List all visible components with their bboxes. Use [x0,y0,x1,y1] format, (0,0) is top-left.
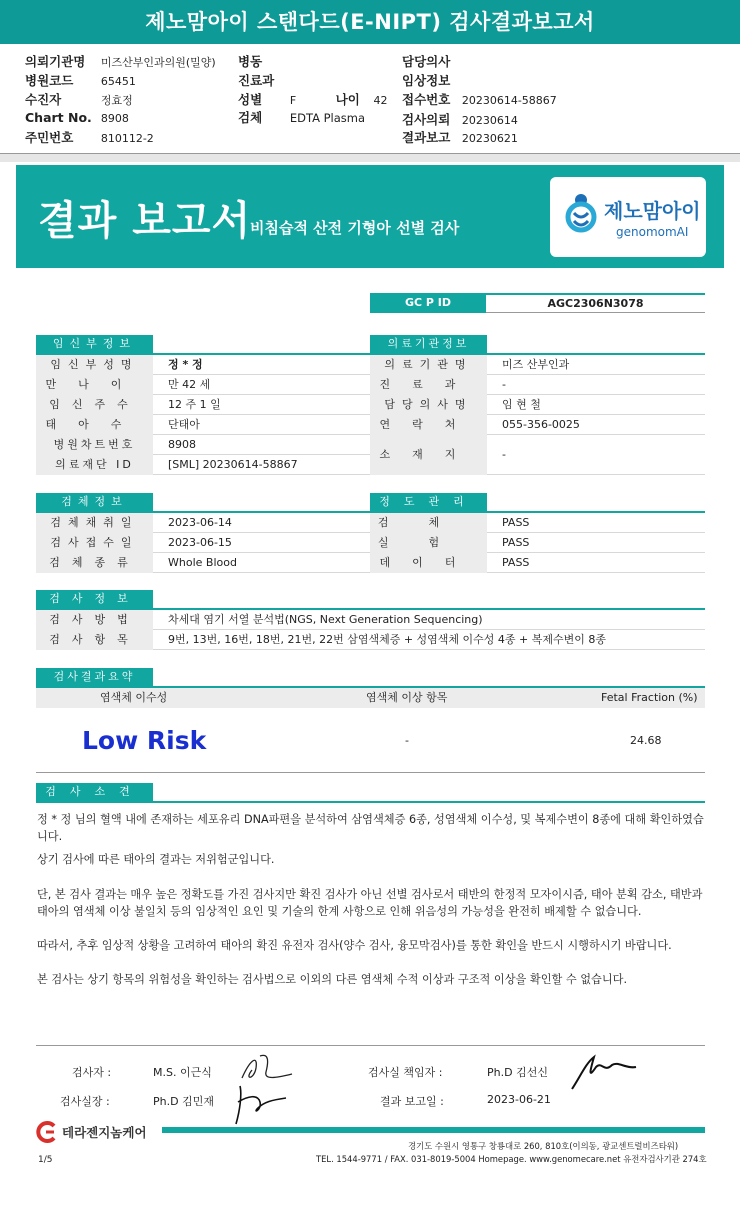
institution-row: 연락처 055-356-0025 [370,415,705,435]
hdr-sex: 성별 F 나이 42 [238,92,388,107]
hdr-specimen: 검체 EDTA Plasma [238,110,366,125]
qc-row: 실험 PASS [370,533,705,553]
footer-contact: TEL. 1544-9771 / FAX. 031-8019-5004 Homepage. www.genomecare.net 유전자검사기관 274호 [316,1154,707,1164]
hdr-hospital-code: 병원코드 65451 [25,73,136,88]
logo-en: genomomAI [616,225,689,239]
qc-row: 검체 PASS [370,513,705,533]
hdr-report-date: 결과보고 20230621 [402,130,518,145]
hdr-age-value: 42 [373,94,388,107]
test-row: 검사항목 9번, 13번, 16번, 18번, 21번, 22번 삼염색체증 + 성염색체 이수성 4종 + 복제수변이 8종 [36,630,705,650]
header-info [0,44,740,154]
pregnant-row: 의료재단 ID [SML] 20230614-58867 [36,455,371,475]
examiner-label: 검사자 : [72,1066,112,1079]
findings-para: 정 * 정 님의 혈액 내에 존재하는 세포유리 DNA파편을 분석하여 삼염색체증 6종, 성염색체 이수성, 및 복제수변이 8종에 대해 확인하였습니다. [37,813,704,843]
section-findings-title: 검사소견 [36,783,153,801]
specimen-row: 검체채취일 2023-06-14 [36,513,371,533]
section-summary-title: 검사결과요약 [36,668,153,686]
report-top-title: 제노맘아이 스탠다드(E-NIPT) 검사결과보고서 [0,0,740,44]
lab-head-signature-icon [566,1053,640,1093]
section-specimen-title: 검체정보 [36,493,153,511]
gcp-id-value: AGC2306N3078 [486,293,705,313]
examiner-signature-icon [236,1050,298,1084]
section-institution-title: 의료기관정보 [370,335,487,353]
hdr-id-number: 주민번호 810112-2 [25,130,154,145]
gcp-id [370,293,705,313]
pregnant-row: 임신부성명 정 * 정 [36,355,371,375]
findings-para: 따라서, 추후 임상적 상황을 고려하여 태아의 확진 유전자 검사(양수 검사, 융모막검사)를 통한 확인을 반드시 시행하시기 바랍니다. [37,939,672,952]
summary-col-fetal-fraction: Fetal Fraction (%) [601,691,698,704]
hdr-request-date: 검사의뢰 20230614 [402,112,518,127]
banner-subtitle: 비침습적 산전 기형아 선별 검사 [250,219,460,237]
company-name: 테라젠지놈케어 [62,1125,147,1140]
report-date-value: 2023-06-21 [487,1093,551,1106]
section-test-title: 검사정보 [36,590,153,608]
qc-row: 데이터 PASS [370,553,705,573]
logo-name: 제노맘아이 [604,199,701,223]
genomom-logo-icon [562,191,600,241]
footer-address: 경기도 수원시 영통구 창룡대로 260, 810호(이의동, 광교센트럴비즈타워) [408,1141,679,1151]
hdr-age-label: 나이 [335,92,360,107]
summary-header [36,688,705,708]
hdr-clinical-info: 임상정보 [402,73,451,88]
hdr-department: 진료과 [238,73,275,88]
summary-col-abnormal: 염색체 이상 항목 [366,691,448,704]
summary-col-aneuploidy: 염색체 이수성 [100,691,168,704]
institution-row: 진료과 - [370,375,705,395]
director-label: 검사실장 : [60,1095,110,1108]
result-abnormal-value: - [405,734,409,747]
examiner-name: M.S. 이근식 [153,1066,212,1079]
signature-top-rule [36,1045,705,1046]
section-qc-title: 정도관리 [370,493,487,511]
specimen-row: 검사접수일 2023-06-15 [36,533,371,553]
lab-head-name: Ph.D 김선신 [487,1066,548,1079]
result-low-risk: Low Risk [82,726,207,755]
gcp-id-label: GC P ID [370,293,486,313]
header-shadow [0,154,740,162]
company-logo [34,1120,164,1144]
report-date-label: 결과 보고일 : [380,1095,444,1108]
section-findings-rule [36,801,705,803]
institution-row: 소재지 - [370,435,705,475]
summary-bottom-rule [36,772,705,773]
footer-accent-bar [162,1127,705,1133]
banner-title: 결과 보고서 [38,198,252,244]
test-row: 검사방법 차세대 염기 서열 분석법(NGS, Next Generation Sequencing) [36,610,705,630]
specimen-row: 검체종류 Whole Blood [36,553,371,573]
pregnant-row: 만나이 만 42 세 [36,375,371,395]
findings-para: 상기 검사에 따른 태아의 결과는 저위험군입니다. [37,853,275,866]
genomom-logo [550,177,706,257]
lab-head-label: 검사실 책임자 : [368,1066,443,1079]
hdr-ward: 병동 [238,54,263,69]
findings-para: 단, 본 검사 결과는 매우 높은 정확도를 가진 검사지만 확진 검사가 아닌 선별 검사로서 태반의 한정적 모자이시즘, 태아 분획 감소, 태반과 태아의 염색체 이상 불일치 등의 임상적인 요인 및 기술의 한계 사항으로 인해 위음성의 가능성을 완전히 배제할 수 없습니다. [37,888,703,918]
hdr-institution: 의뢰기관명 미즈산부인과의원(밀양) [25,54,216,69]
result-fetal-fraction: 24.68 [630,734,662,747]
section-pregnant-title: 임신부정보 [36,335,153,353]
institution-row: 의료기관명 미즈 산부인과 [370,355,705,375]
hdr-patient: 수진자 정효정 [25,92,133,107]
hdr-chart-no: Chart No. 8908 [25,110,129,125]
institution-row: 담당의사명 임 현 철 [370,395,705,415]
company-logo-icon [34,1121,58,1143]
page-number: 1/5 [38,1155,53,1165]
result-banner [16,165,724,268]
hdr-receipt-no: 접수번호 20230614-58867 [402,92,557,107]
director-name: Ph.D 김민재 [153,1095,214,1108]
hdr-doctor: 담당의사 [402,54,451,69]
director-signature-icon [230,1080,290,1128]
pregnant-row: 임신주수 12 주 1 일 [36,395,371,415]
pregnant-row: 병원차트번호 8908 [36,435,371,455]
pregnant-row: 태아수 단태아 [36,415,371,435]
findings-para: 본 검사는 상기 항목의 위험성을 확인하는 검사법으로 이외의 다른 염색체 수적 이상과 구조적 이상을 확인할 수 없습니다. [37,973,628,986]
